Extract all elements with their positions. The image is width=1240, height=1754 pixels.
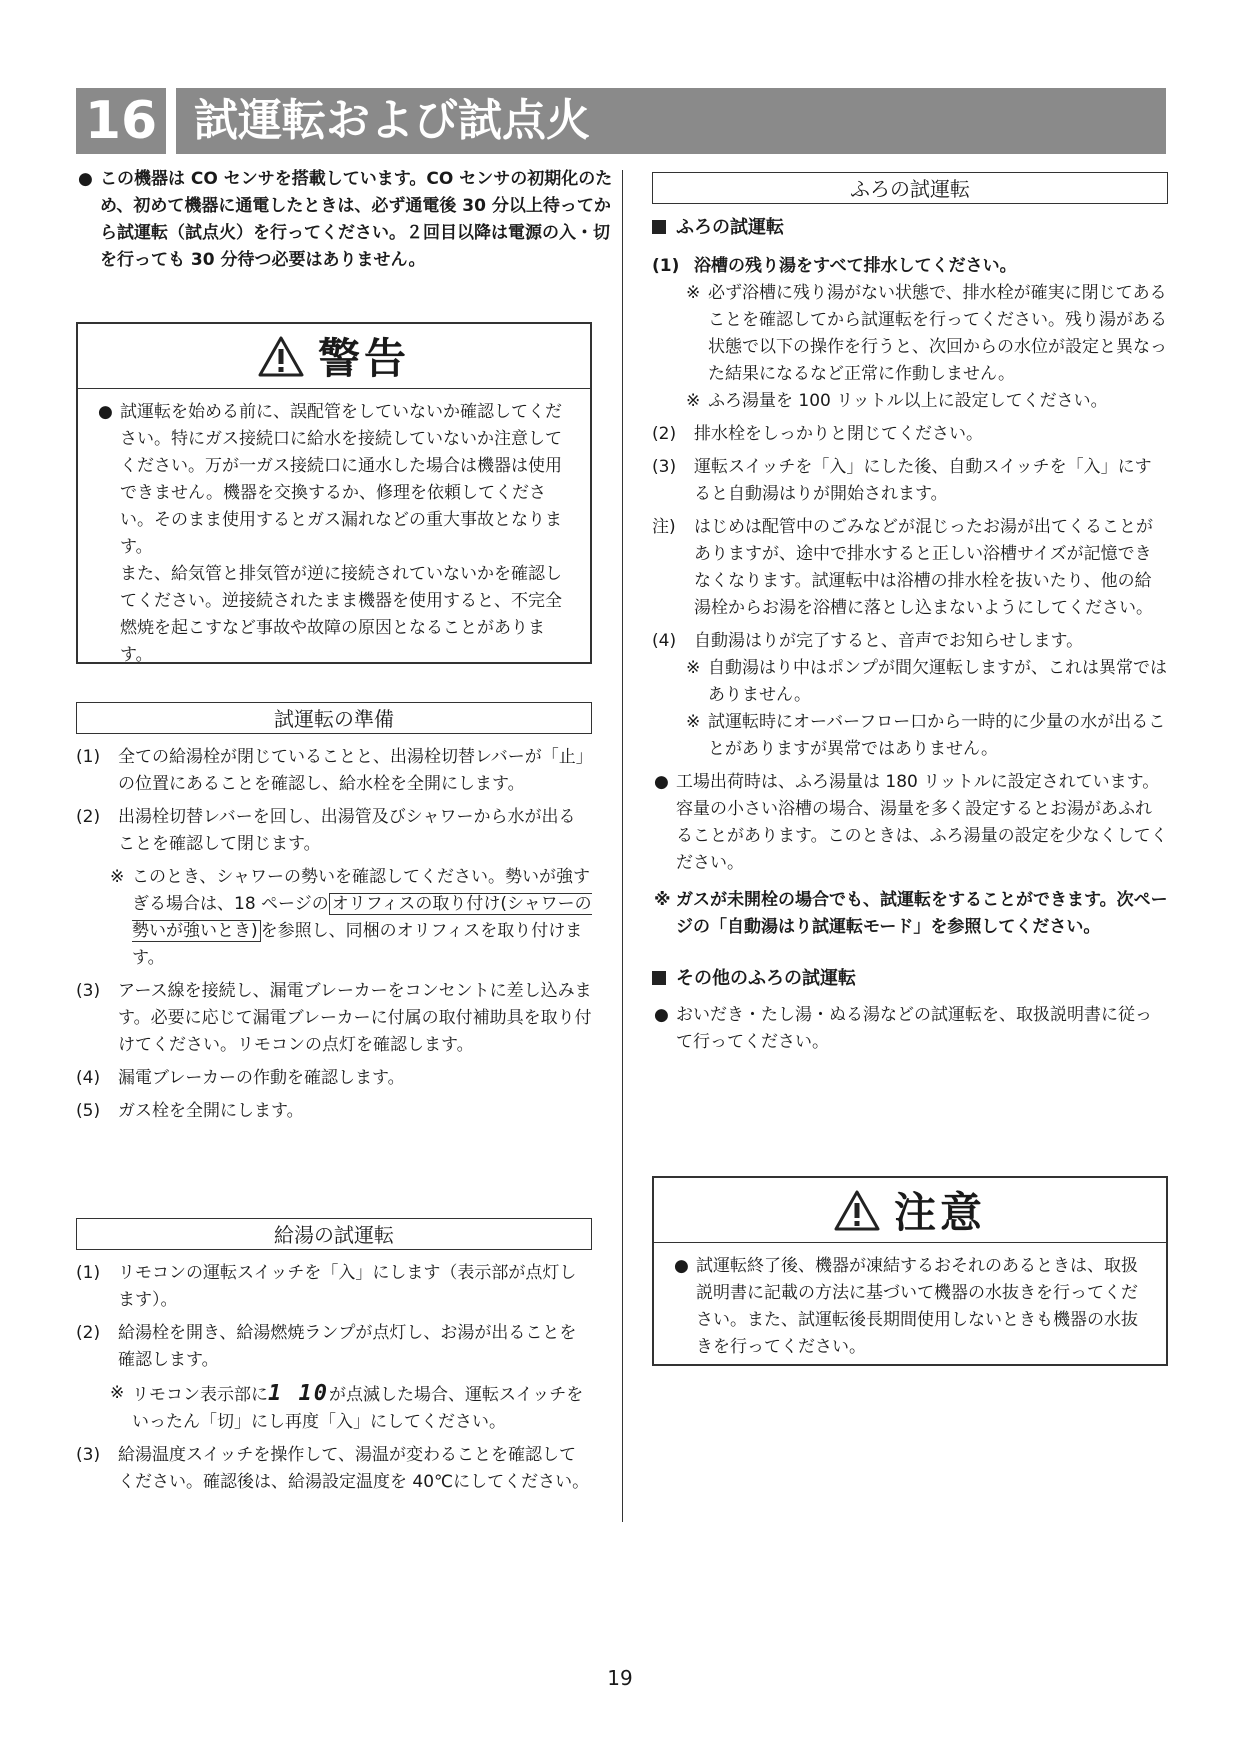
caution-title: 注意 bbox=[893, 1188, 986, 1237]
bullet-icon: ● bbox=[654, 1005, 669, 1025]
note: ※ ふろ湯量を 100 リットル以上に設定してください。 bbox=[686, 391, 1108, 411]
factory-setting-note: ● 工場出荷時は、ふろ湯量は 180 リットルに設定されています。容量の小さい浴槽の場合、湯量を多く設定するとお湯があふれることがあります。このときは、ふろ湯量の設定を少なくしてください。 bbox=[652, 769, 1168, 877]
warning-box bbox=[76, 322, 592, 664]
list-item: (2) 排水栓をしっかりと閉じてください。 bbox=[652, 424, 983, 444]
prep-section bbox=[76, 744, 592, 1131]
caution-note: 注) はじめは配管中のごみなどが混じったお湯が出てくることがありますが、途中で排水すると正しい浴槽サイズが記憶できなくなります。試運転中は浴槽の排水栓を抜いたり、他の給湯栓からお湯を浴槽に落とし込まないようにしてください。 bbox=[652, 517, 1153, 618]
bold-note: ※ ガスが未開栓の場合でも、試運転をすることができます。次ページの「自動湯はり試運転モード」を参照してください。 bbox=[654, 890, 1168, 937]
caution-box bbox=[652, 1176, 1168, 1366]
intro-paragraph: ● この機器は CO センサを搭載しています。CO センサの初期化のため、初めて機器に通電したときは、必ず通電後 30 分以上待ってから試運転（試点火）を行ってください。２回目以降は電源の入・切を行っても 30 分待つ必要はありません。 bbox=[76, 166, 616, 274]
bullet-icon: ● bbox=[654, 772, 669, 792]
list-item: (2) 給湯栓を開き、給湯燃焼ランプが点灯し、お湯が出ることを確認します。 bbox=[76, 1323, 577, 1370]
other-test-note: ● おいだき・たし湯・ぬる湯などの試運転を、取扱説明書に従って行ってください。 bbox=[652, 1002, 1168, 1056]
caution-text: ● 試運転終了後、機器が凍結するおそれのあるときは、取扱説明書に記載の方法に基づいて機器の水抜きを行ってください。また、試運転後長期間使用しないときも機器の水抜きを行ってください。 bbox=[672, 1253, 1148, 1361]
list-item: (4) 自動湯はりが完了すると、音声でお知らせします。 bbox=[652, 631, 1084, 651]
furo-section-title: ふろの試運転 bbox=[652, 172, 1168, 204]
square-bullet-icon bbox=[652, 220, 666, 234]
note: ※ このとき、シャワーの勢いを確認してください。勢いが強すぎる場合は、18 ページの オリフィスの取り付け(シャワーの勢いが強いとき) を参照し、同梱のオリフィスを取り付けます。 bbox=[110, 867, 592, 968]
kyuto-section-title: 給湯の試運転 bbox=[76, 1218, 592, 1250]
note: ※ 試運転時にオーバーフロー口から一時的に少量の水が出ることがありますが異常ではありません。 bbox=[686, 712, 1166, 759]
prep-section-title: 試運転の準備 bbox=[76, 702, 592, 734]
subheading: ふろの試運転 bbox=[652, 214, 1168, 241]
page-reference: オリフィスの取り付け(シャワーの勢いが強いとき) bbox=[132, 894, 592, 941]
list-item: (3) 運転スイッチを「入」にした後、自動スイッチを「入」にすると自動湯はりが開始されます。 bbox=[652, 457, 1152, 504]
list-item: (5) ガス栓を全開にします。 bbox=[76, 1101, 304, 1121]
warning-title: 警告 bbox=[317, 334, 410, 383]
bullet-icon: ● bbox=[674, 1256, 689, 1276]
furo-section bbox=[652, 214, 1168, 1056]
display-code: 1 10 bbox=[268, 1381, 329, 1406]
section-title: 試運転および試点火 bbox=[176, 88, 1166, 154]
list-item: (1) リモコンの運転スイッチを「入」にします（表示部が点灯します）。 bbox=[76, 1263, 577, 1310]
note: ※ リモコン表示部に1 10が点滅した場合、運転スイッチをいったん「切」にし再度「入」にしてください。 bbox=[110, 1381, 584, 1432]
caution-header bbox=[654, 1178, 1166, 1243]
list-item: (3) アース線を接続し、漏電ブレーカーをコンセントに差し込みます。必要に応じて漏電ブレーカーに付属の取付補助具を取り付けてください。リモコンの点灯を確認します。 bbox=[76, 981, 592, 1055]
subheading: その他のふろの試運転 bbox=[652, 965, 1168, 992]
list-item: (3) 給湯温度スイッチを操作して、湯温が変わることを確認してください。確認後は、給湯設定温度を 40℃にしてください。 bbox=[76, 1445, 590, 1492]
section-number: 16 bbox=[76, 88, 166, 154]
warning-header bbox=[78, 324, 590, 389]
bullet-icon: ● bbox=[78, 169, 93, 189]
caution-triangle-icon bbox=[834, 1189, 880, 1231]
kyuto-section bbox=[76, 1260, 592, 1502]
bullet-icon: ● bbox=[98, 402, 113, 422]
note: ※ 自動湯はり中はポンプが間欠運転しますが、これは異常ではありません。 bbox=[686, 658, 1167, 705]
note: ※ 必ず浴槽に残り湯がない状態で、排水栓が確実に閉じてあることを確認してから試運転を行ってください。残り湯がある状態で以下の操作を行うと、次回からの水位が設定と異なった結果になるなど正常に作動しません。 bbox=[686, 283, 1167, 384]
square-bullet-icon bbox=[652, 971, 666, 985]
list-item: (4) 漏電ブレーカーの作動を確認します。 bbox=[76, 1068, 405, 1088]
warning-text: ● 試運転を始める前に、誤配管をしていないか確認してください。特にガス接続口に給水を接続していないか注意してください。万が一ガス接続口に通水した場合は機器は使用できません。機器を交換するか、修理を依頼してください。そのまま使用するとガス漏れなどの重大事故となります。 また、給気管と排気管が逆に接続されていないかを確認してください。逆接続されたまま機器を使用すると、不完全燃焼を起こすなど事故や故障の原因となることがあります。 bbox=[96, 399, 572, 669]
warning-triangle-icon bbox=[258, 335, 304, 377]
page-number: 19 bbox=[607, 1666, 633, 1690]
list-item: (1) 浴槽の残り湯をすべて排水してください。 bbox=[652, 256, 1017, 276]
list-item: (1) 全ての給湯栓が閉じていることと、出湯栓切替レバーが「止」の位置にあることを確認し、給水栓を全開にします。 bbox=[76, 747, 585, 794]
list-item: (2) 出湯栓切替レバーを回し、出湯管及びシャワーから水が出ることを確認して閉じます。 bbox=[76, 807, 576, 854]
column-divider bbox=[622, 170, 623, 1522]
